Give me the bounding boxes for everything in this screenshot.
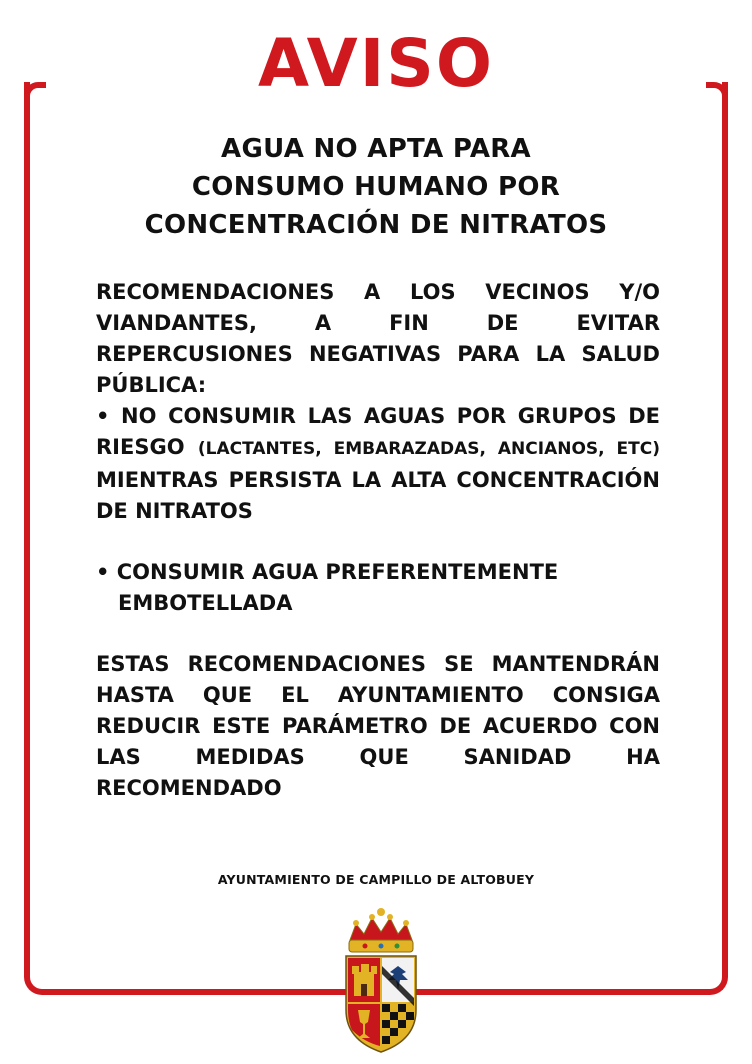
municipal-coat-of-arms-icon	[340, 906, 422, 1056]
subtitle-line-1: AGUA NO APTA PARA	[221, 134, 531, 164]
bullet-1-parenthetical: (LACTANTES, EMBARAZADAS, ANCIANOS, ETC)	[197, 439, 660, 459]
bullet-2-line-1: CONSUMIR AGUA PREFERENTEMENTE	[116, 560, 559, 584]
crown-icon	[349, 908, 413, 952]
bullet-marker: •	[96, 404, 110, 428]
notice-title-text: AVISO	[240, 25, 512, 102]
notice-title	[0, 26, 752, 102]
bullet-1-tail: MIENTRAS PERSISTA LA ALTA CONCENTRACIÓN DE NITRATOS	[96, 468, 660, 523]
notice-subtitle	[96, 130, 656, 244]
bullet-marker: •	[96, 560, 110, 584]
subtitle-line-3: CONCENTRACIÓN DE NITRATOS	[144, 210, 608, 240]
bullet-item-1	[96, 401, 660, 527]
bullet-2-row-1	[96, 557, 660, 588]
intro-paragraph: RECOMENDACIONES A LOS VECINOS Y/O VIANDANTES, A FIN DE EVITAR REPERCUSIONES NEGATIVAS PARA LA SALUD PÚBLICA:	[96, 280, 660, 397]
outro-paragraph: ESTAS RECOMENDACIONES SE MANTENDRÁN HASTA QUE EL AYUNTAMIENTO CONSIGA REDUCIR ESTE PARÁMETRO DE ACUERDO CON LAS MEDIDAS QUE SANIDAD HA RECOMENDADO	[96, 652, 660, 800]
bullet-item-2	[96, 557, 660, 619]
bullet-1-lead: NO CONSUMIR LAS AGUAS POR GRUPOS DE RIESGO	[96, 404, 660, 459]
subtitle-line-2: CONSUMO HUMANO POR	[191, 172, 561, 202]
bullet-2-line-2: EMBOTELLADA	[118, 591, 293, 615]
issuer-footer: AYUNTAMIENTO DE CAMPILLO DE ALTOBUEY	[217, 872, 535, 887]
